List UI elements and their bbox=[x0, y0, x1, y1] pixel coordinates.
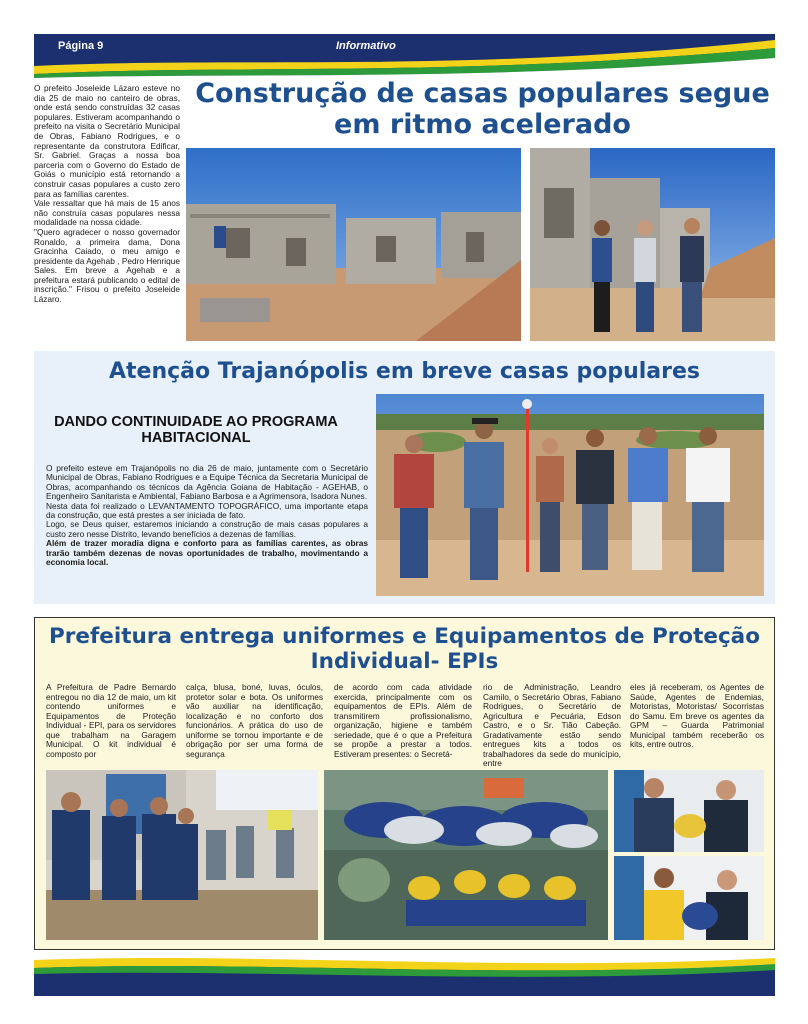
article1-paragraph: Vale ressaltar que há mais de 15 anos não construía casas populares nessa modalidade na nossa cidade. bbox=[34, 198, 180, 228]
construction-site-photo bbox=[186, 148, 521, 341]
article2-paragraph: Além de trazer moradia digna e conforto para as famílias carentes, as obras trarão também dezenas de novas oportunidades de trabalho, movimentando a economia local. bbox=[46, 538, 368, 568]
article1-title: Construção de casas populares segue em ritmo acelerado bbox=[195, 78, 770, 140]
article2-body bbox=[46, 464, 368, 567]
footer-band bbox=[34, 958, 775, 996]
page-number: Página 9 bbox=[58, 40, 104, 52]
section-label: Informativo bbox=[336, 40, 396, 52]
article1-body bbox=[34, 84, 180, 305]
kit-handover-photo-2 bbox=[614, 856, 764, 940]
article2-title: Atenção Trajanópolis em breve casas populares bbox=[109, 359, 700, 384]
article2-subtitle: DANDO CONTINUIDADE AO PROGRAMA HABITACIONAL bbox=[54, 414, 338, 446]
article3-column bbox=[186, 683, 323, 759]
header-band bbox=[34, 34, 775, 78]
article2-paragraph: O prefeito esteve em Trajanópolis no dia 26 de maio, juntamente com o Secretário Municipal de Obras, Fabiano Rodrigues e a Equipe Técnica da Secretaria Municipal de Obras, acompanhando os técnicos da Agência Goiana de Habitação - AGEHAB, o Engenheiro Sanitarista e Ambiental, Fabiano Barbosa e a Agrimensora, Isadora Nunes. bbox=[46, 463, 368, 502]
garage-workers-photo bbox=[46, 770, 318, 940]
article3-column-text: A Prefeitura de Padre Bernardo entregou no dia 12 de maio, um kit contendo uniformes e Equipamentos de Proteção Individual - EPI, para os servidores que trabalham na Garagem Municipal. O kit individual é composto por bbox=[46, 682, 176, 759]
article3-column-text: de acordo com cada atividade exercida, principalmente com os equipamentos de EPIs. Além de transmitirem profissionalismo, organização, higiene e também seriedade, que é o que a Prefeitura se propõe a prestar a todos. Estiveram presentes: o Secretá- bbox=[334, 682, 472, 759]
article3-column-text: rio de Administração, Leandro Camilo, o Secretário Obras, Fabiano Rodrigues, o Secretário de Agricultura e Pecuária, Edson Castro, e o Sr. Tião Cabeção. Gradativamente estão sendo entregues kits a todos os trabalhadores da sede do município, entre bbox=[483, 682, 621, 768]
officials-at-site-photo bbox=[530, 148, 775, 341]
article3-title: Prefeitura entrega uniformes e Equipamentos de Proteção Individual- EPIs bbox=[49, 624, 760, 674]
article2-paragraph: Nesta data foi realizado o LEVANTAMENTO TOPOGRÁFICO, uma importante etapa da construção, que está prestes a ser iniciada de fato. bbox=[46, 500, 368, 521]
article3-column-text: calça, blusa, boné, luvas, óculos, protetor solar e bota. Os uniformes vão auxiliar na identificação, localização e no conforto dos funcionários. A prática do uso de uniforme se tornou importante e de obrigação por ser uma forma de segurança bbox=[186, 682, 323, 759]
article3-column bbox=[630, 683, 764, 750]
article2-paragraph: Logo, se Deus quiser, estaremos iniciando a construção de mais casas populares a custo zero nesse Distrito, levando benefícios a dezenas de famílias. bbox=[46, 519, 368, 539]
article1-paragraph: "Quero agradecer o nosso governador Ronaldo, a primeira dama, Dona Gracinha Caiado, o meu amigo e presidente da Agehab , Pedro Henrique Sales. Em breve a Agehab e a prefeitura estará publicando o edital de inscrição." Frisou o prefeito Joseleide Lázaro. bbox=[34, 226, 180, 305]
article3-column bbox=[46, 683, 176, 759]
article3-column-text: eles já receberam, os Agentes de Saúde, Agentes de Endemias, Motoristas, Motoristas/ Socorristas do Samu. Em breve os agentes da GPM – Guarda Patrimonial Municipal também receberão os kits, entre outros. bbox=[630, 682, 764, 749]
article1-paragraph: O prefeito Joseleide Lázaro esteve no dia 25 de maio no canteiro de obras, onde está sendo construídas 32 casas populares. Estiveram acompanhando o prefeito na visita o Secretário Municipal de Obras, Fabiano Rodrigues, e o representante da construtora Edificar, Sr. Gabriel. Graças a nossa boa parceria com o Governo do Estado de Goiás o município está retornando a construir casas populares a custo zero para as famílias carentes. bbox=[34, 83, 180, 199]
survey-team-photo bbox=[376, 394, 764, 596]
article3-column bbox=[334, 683, 472, 759]
kit-handover-photo-1 bbox=[614, 770, 764, 852]
uniform-kits-photo bbox=[324, 770, 608, 940]
article3-column bbox=[483, 683, 621, 769]
